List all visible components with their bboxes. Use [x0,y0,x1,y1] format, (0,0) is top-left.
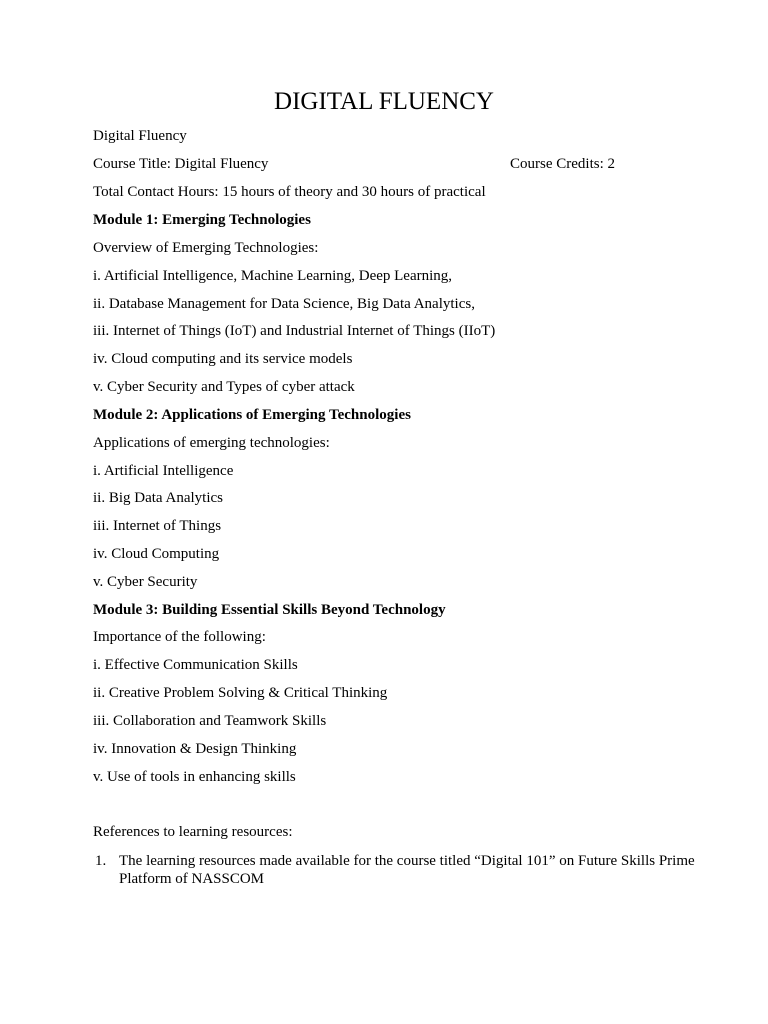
subject-line: Digital Fluency [93,128,187,144]
module-1-intro: Overview of Emerging Technologies: [93,240,319,256]
list-item: ii. Creative Problem Solving & Critical Thinking [93,685,388,701]
module-3-intro: Importance of the following: [93,629,266,645]
list-item: v. Cyber Security and Types of cyber attack [93,379,355,395]
list-item: i. Artificial Intelligence [93,463,234,479]
list-item: iv. Cloud Computing [93,546,220,562]
list-item: iii. Internet of Things (IoT) and Industrial Internet of Things (IIoT) [93,323,496,339]
references-heading: References to learning resources: [93,824,293,840]
document-title: DIGITAL FLUENCY [274,88,494,115]
list-item: v. Use of tools in enhancing skills [93,769,296,785]
module-2-intro: Applications of emerging technologies: [93,435,330,451]
reference-number: 1. [95,853,107,869]
list-item: ii. Big Data Analytics [93,490,223,506]
module-3-heading: Module 3: Building Essential Skills Beyond Technology [93,602,446,618]
list-item: iii. Collaboration and Teamwork Skills [93,713,327,729]
list-item: i. Effective Communication Skills [93,657,298,673]
list-item: v. Cyber Security [93,574,198,590]
list-item: iv. Cloud computing and its service models [93,351,353,367]
course-credits: Course Credits: 2 [510,156,615,172]
list-item: i. Artificial Intelligence, Machine Learning, Deep Learning, [93,268,453,284]
list-item: ii. Database Management for Data Science, Big Data Analytics, [93,296,475,312]
list-item: iii. Internet of Things [93,518,222,534]
list-item: iv. Innovation & Design Thinking [93,741,297,757]
contact-hours: Total Contact Hours: 15 hours of theory and 30 hours of practical [93,184,486,200]
module-2-heading: Module 2: Applications of Emerging Technologies [93,407,411,423]
course-title: Course Title: Digital Fluency [93,156,269,172]
module-1-heading: Module 1: Emerging Technologies [93,212,311,228]
reference-text: The learning resources made available for the course titled “Digital 101” on Future Skills Prime Platform of NASSCOM [119,853,695,887]
